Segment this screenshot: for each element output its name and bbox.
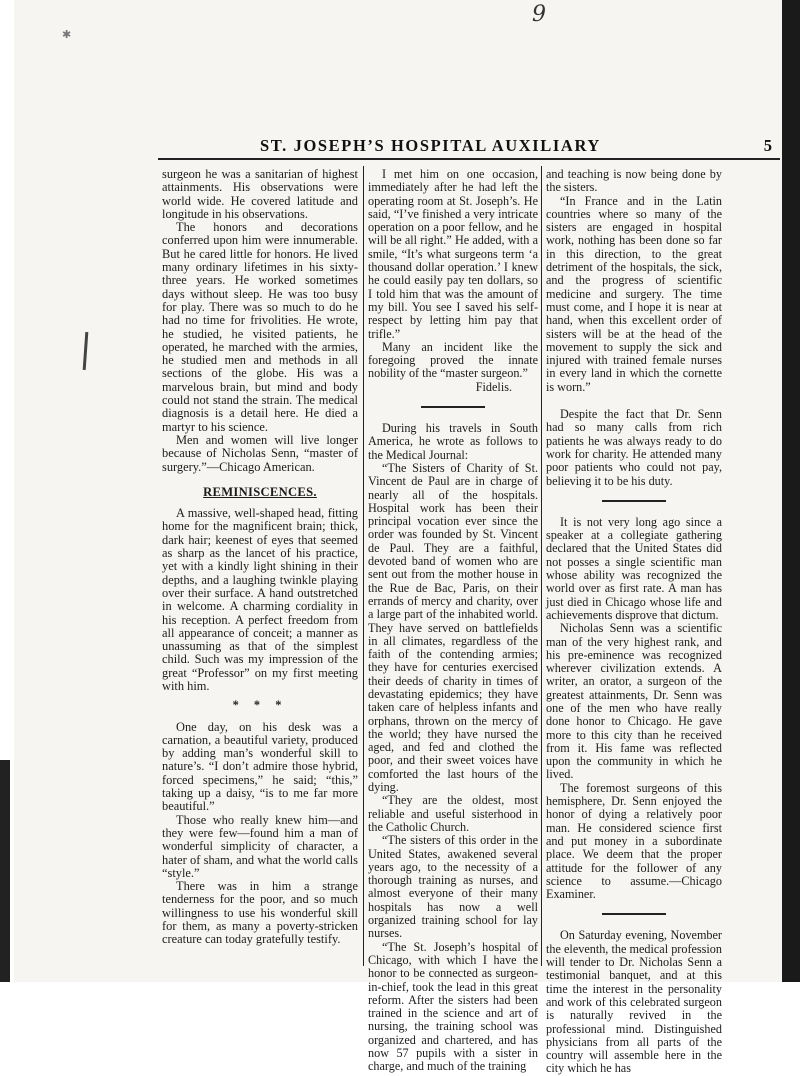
section-heading: REMINISCENCES. [203,484,317,499]
page-number: 5 [763,136,772,155]
signature: Fidelis. [475,379,512,394]
paragraph: A massive, well-shaped head, fitting home for the magnificent brain; thick, dark hair; keenest of eyes that seemed as sharp as the lancet of his practice, yet with a kindly light shining in their depths, and a laughing twinkle playing over their surface. A hand outstretched in welcome. A charming cordiality in his reception. A perfect freedom from all appearance of conceit; a manner as unassuming as that of the simplest child. Such was my impression of the great “Professor” on my first meeting with him. [162,506,358,693]
column-rule-1 [363,166,364,966]
scan-shadow-right [782,0,800,982]
paragraph: One day, on his desk was a carnation, a beautiful variety, produced by adding man’s wonderful skill to nature’s. “I don’t admire those hybrid, forced specimens,” he said; “this,” taking up a daisy, “is to me far more beautiful.” [162,719,358,814]
paragraph: Nicholas Senn was a scientific man of the very highest rank, and his pre-eminence was recognized wherever civilization extends. A writer, an orator, a surgeon of the greatest attainments, Dr. Senn was one of the men who have really done honor to Chicago. He gave more to this city than he received from it. His fame was reflected upon the community in which he lived. [546,621,722,782]
page-title: ST. JOSEPH’S HOSPITAL AUXILIARY [260,136,601,155]
paragraph: The honors and decorations conferred upon him were innumerable. But he cared little for honors. He lived many ordinary lifetimes in his sixty-three years. He worked sometimes days without sleep. He was too busy for play. There was so much to do he had no time for frivolities. He wrote, he studied, he visited patients, he operated, he marched with the armies, he studied men and methods in all sections of the globe. His was a marvelous brain, but mind and body could not stand the strain. The medical diagnosis is a detail here. He died a martyr to his science. [162,220,358,434]
paragraph: The foremost surgeons of this hemisphere, Dr. Senn enjoyed the honor of dying a relatively poor man. He considered science first and put money in a subordinate place. We deem that the proper attitude for the follower of any science to assume.—Chicago Examiner. [546,780,722,902]
column-rule-2 [541,166,542,966]
column-1 [162,168,358,947]
column-2 [368,168,538,1074]
page-header [150,136,780,158]
paragraph: surgeon he was a sanitarian of highest attainments. His observations were world wide. He covered latitude and longitude in his observations. [162,167,358,221]
paragraph: Many an incident like the foregoing proved the innate nobility of the “master surgeon.” [368,339,538,381]
handwritten-page-number: 9 [532,2,546,27]
ink-speck: ✱ [62,28,72,41]
paragraph: It is not very long ago since a speaker at a collegiate gathering declared that the United States did not posses a single scientific man whose ability was recognized the world over as first rate. A man has just died in Chicago whose life and achievements disprove that dictum. [546,514,722,622]
header-rule [158,158,780,160]
section-rule [602,500,666,502]
spacer [546,394,722,408]
paragraph: During his travels in South America, he wrote as follows to the Medical Journal: [368,421,538,462]
paragraph: On Saturday evening, November the eleventh, the medical profession will tender to Dr. Nicholas Senn a testimonial banquet, and at this time the interest in the personality and work of this celebrated surgeon is naturally revived in the professional mind. Distinguished physicians from all parts of the country will assemble here in the city which he has [546,928,722,1076]
paragraph: and teaching is now being done by the sisters. [546,167,722,195]
paragraph: “The St. Joseph’s hospital of Chicago, with which I have the honor to be connected as surgeon-in-chief, took the lead in this great reform. After the sisters had been trained in the science and art of nursing, the training school was organized and chartered, and has now 57 pupils with a sister in charge, and much of the training [368,939,538,1074]
paragraph: “The Sisters of Charity of St. Vincent de Paul are in charge of nearly all of the hospitals. Hospital work has been their principal vocation ever since the order was founded by St. Vincent de Paul. They are a faithful, devoted band of women who are sent out from the mother house in the Rue de Bac, Paris, on their errands of mercy and charity, over a large part of the inhabited world. They have served on battlefields in all climates, regardless of the faith of the contending armies; they have for centuries exercised their deeds of charity in times of devastating epidemics; they have taken care of helpless infants and orphans, thrown on the mercy of the world; they have nursed the aged, and fed and clothed the poor, and their sweet voices have comforted the last hours of the dying. [368,460,538,795]
paragraph: “The sisters of this order in the United States, awakened several years ago, to the necessity of a thorough training as nurses, and almost everyone of their many hospitals has now a well organized training school for lay nurses. [368,833,538,941]
scan-shadow-left [0,760,10,982]
paragraph: I met him on one occasion, immediately after he had left the operating room at St. Joseph’s. He said, “I’ve finished a very intricate operation on a poor fellow, and he will be all right.” He added, with a smile, “It’s what surgeons term ‘a thousand dollar operation.’ I knew he could easily pay ten dollars, so I told him that was the amount of my bill. You see I saved his self-respect by letting him pay that trifle.” [368,167,538,341]
paragraph: Men and women will live longer because of Nicholas Senn, “master of surgery.”—Chicago American. [162,432,358,474]
paragraph: Those who really knew him—and they were few—found him a man of wonderful simplicity of character, a hater of sham, and what the world calls “style.” [162,812,358,880]
paragraph: “In France and in the Latin countries where so many of the sisters are engaged in hospital work, nothing has been done so far in this direction, to the great detriment of the hospitals, the sick, and the progress of scientific medicine and surgery. The time must come, and I hope it is near at hand, when this excellent order of sisters will be at the head of the movement to supply the sick and injured with trained female nurses in every land in which the cornette is worn.” [546,193,722,394]
column-3 [546,168,722,1076]
paragraph: “They are the oldest, most reliable and useful sisterhood in the Catholic Church. [368,793,538,834]
paragraph: There was in him a strange tenderness for the poor, and so much willingness to use his wonderful skill for them, as many a poverty-stricken creature can today gratefully testify. [162,879,358,947]
section-rule [421,406,485,408]
section-separator: * * * [232,698,288,713]
section-rule [602,913,666,915]
paragraph: Despite the fact that Dr. Senn had so many calls from rich patients he was always ready to do work for charity. He attended many poor patients who could not pay, believing it to be his duty. [546,407,722,488]
